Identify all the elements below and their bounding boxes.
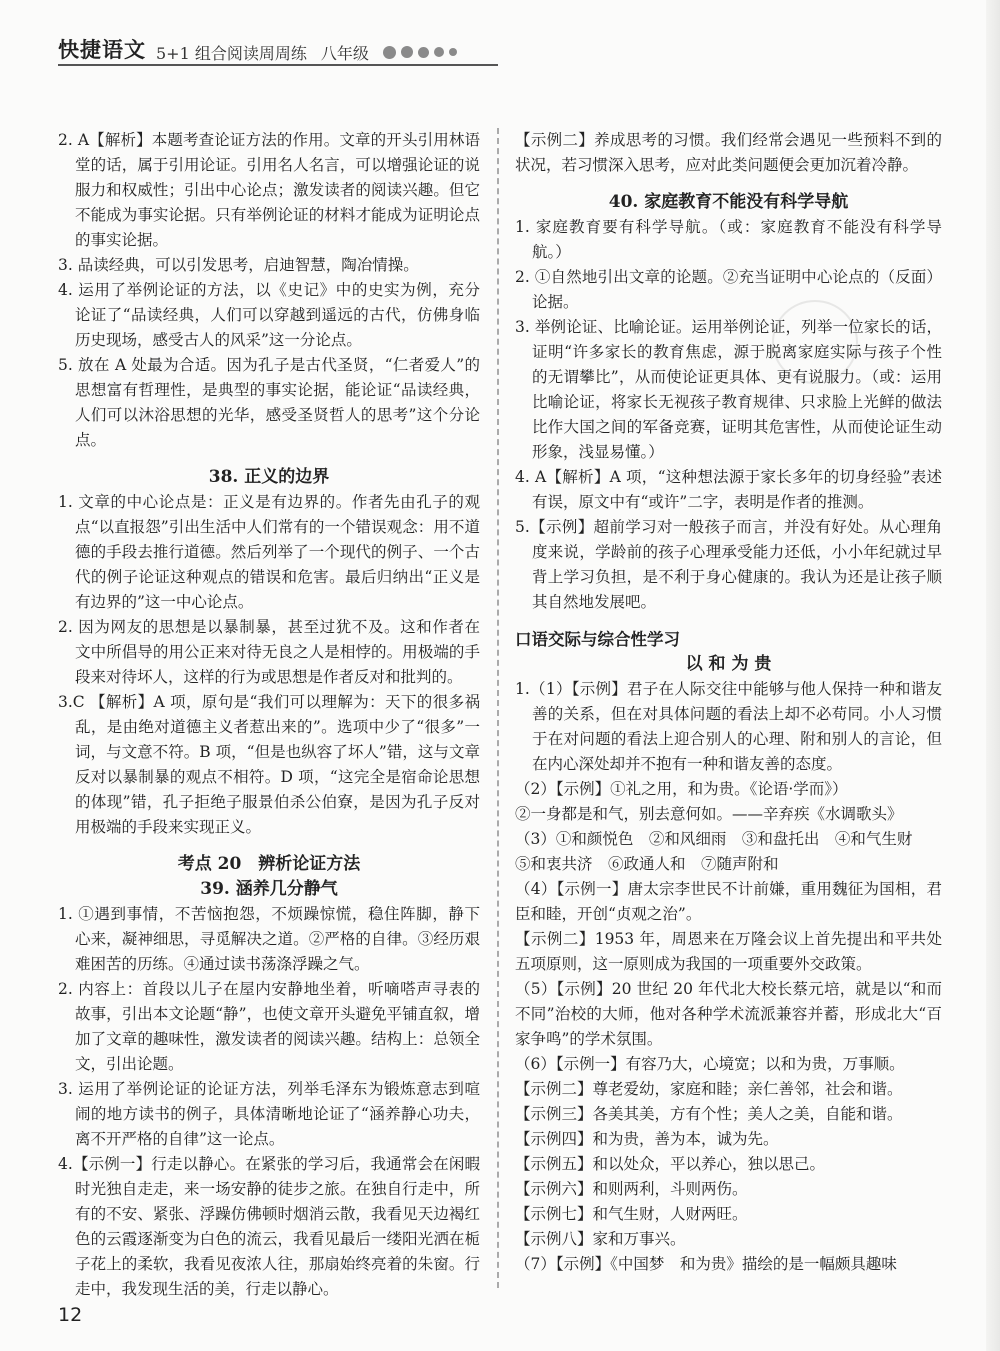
left-answer-item: 4.【示例一】行走以静心。在紧张的学习后，我通常会在闲暇时光独自走走，来一场安静的徒步之旅。在独自行走中，所有的不安、紧张、浮躁仿佛顿时烟消云散，我看见天边褐红色的云霞逐渐变为白色的流云，我看见最后一缕阳光洒在栀子花上的柔软，我看见夜浓人往，那扇始终亮着的朱窗。行走中，我发现生活的美，行走以静心。 [58,1155,480,1298]
right-answer-line: 【示例五】和以处众，平以养心，独以思己。 [515,1155,826,1173]
right-answer-line: （4）【示例一】唐太宗李世民不计前嫌，重用魏征为国相，君臣和睦，开创“贞观之治”。 [515,880,942,923]
section-heading: 考点 20 辨析论证方法 [177,854,361,874]
section-heading: 以 和 为 贵 [685,654,772,674]
right-answer-line: 【示例六】和则两利，斗则两伤。 [515,1180,748,1198]
right-answer-line: 【示例三】各美其美，方有个性；美人之美，自能和谐。 [515,1105,903,1123]
right-answer-line: ②一身都是和气，别去意何如。——辛弃疾《水调歌头》 [515,805,903,823]
right-answer-line: 【示例二】尊老爱幼，家庭和睦；亲仁善邻，社会和谐。 [515,1080,903,1098]
right-answer-item: 4. A【解析】A 项，“这种想法源于家长多年的切身经验”表述有误，原文中有“或许”二字，表明是作者的推测。 [515,468,942,511]
right-answer-line: 【示例二】1953 年，周恩来在万隆会议上首先提出和平共处五项原则，这一原则成为我国的一项重要外交政策。 [515,930,942,973]
right-answer-line: 【示例八】家和万事兴。 [515,1230,686,1248]
spacer [515,615,942,627]
right-answer-line: 【示例二】养成思考的习惯。我们经常会遇见一些预料不到的状况，若习惯深入思考，应对此类问题便会更加沉着冷静。 [515,131,942,174]
left-answer-item: 1. 文章的中心论点是：正义是有边界的。作者先由孔子的观点“以直报怨”引出生活中人们常有的一个错误观念：用不道德的手段去推行道德。然后列举了一个现代的例子、一个古代的例子论证这种观点的错误和危害。最后归纳出“正义是有边界的”这一中心论点。 [58,493,480,611]
left-answer-item: 4. 运用了举例论证的方法，以《史记》中的史实为例，充分论证了“品读经典，人们可以穿越到遥远的古代，仿佛身临历史现场，感受古人的风采”这一分论点。 [58,281,480,349]
spacer [515,178,942,190]
left-answer-item: 1. ①遇到事情，不苦恼抱怨，不烦躁惊慌，稳住阵脚，静下心来，凝神细思，寻觅解决之道。②严格的自律。③经历艰难困苦的历练。④通过读书荡涤浮躁之气。 [58,905,480,973]
left-answer-item: 5. 放在 A 处最为合适。因为孔子是古代圣贤，“仁者爱人”的思想富有哲理性，是典型的事实论据，能论证“品读经典，人们可以沐浴思想的光华，感受圣贤哲人的思考”这个分论点。 [58,356,480,449]
left-column [58,128,480,1302]
right-answer-line: （3）①和颜悦色 ②和风细雨 ③和盘托出 ④和气生财 [515,830,913,848]
section-heading: 38. 正义的边界 [208,467,330,487]
right-answer-item: 2. ①自然地引出文章的论题。②充当证明中心论点的（反面）论据。 [515,268,942,311]
section-heading: 40. 家庭教育不能没有科学导航 [608,192,849,212]
grade-label: 八年级 [320,44,369,63]
column-divider [497,128,499,1288]
right-answer-line: （2）【示例】①礼之用，和为贵。《论语·学而》） [515,780,848,798]
right-answer-item: 5.【示例】超前学习对一般孩子而言，并没有好处。从心理角度来说，学龄前的孩子心理承受能力还低，小小年纪就过早背上学习负担，是不利于身心健康的。我认为还是让孩子顺其自然地发展吧。 [515,518,942,611]
watermark-stamp-icon [772,300,858,384]
left-answer-item: 2. 内容上：首段以儿子在屋内安静地坐着，听嘀嗒声寻表的故事，引出本文论题“静”，也使文章开头避免平铺直叙，增加了文章的趣味性，激发读者的阅读兴趣。结构上：总领全文，引出论题。 [58,980,480,1073]
header [58,36,457,64]
left-answer-item: 3.C 【解析】A 项，原句是“我们可以理解为：天下的很多祸乱，是由绝对道德主义者惹出来的”。选项中少了“很多”一词，与文意不符。B 项，“但是也纵容了坏人”错，这与文章反对以暴制暴的观点不相符。D 项，“这完全是宿命论思想的体现”错，孔子拒绝子服景伯杀公伯寮，是因为孔子反对用极端的手段来实现正义。 [58,693,480,836]
right-answer-line: ⑤和衷共济 ⑥政通人和 ⑦随声附和 [515,855,779,873]
right-answer-line: 【示例七】和气生财，人财两旺。 [515,1205,748,1223]
right-answer-item: 3. 举例论证、比喻论证。运用举例论证，列举一位家长的话，证明“许多家长的教育焦虑，源于脱离家庭实际与孩子个性的无谓攀比”，从而使论证更具体、更有说服力。（或：运用比喻论证，将家长无视孩子教育规律、只求脸上光鲜的做法比作大国之间的军备竞赛，证明其危害性，从而使论证生动形象，浅显易懂。） [515,318,942,461]
section-heading: 39. 涵养几分静气 [200,879,338,899]
right-answer-item: 1.（1）【示例】君子在人际交往中能够与他人保持一种和谐友善的关系，但在对具体问题的看法上却不必苟同。小人习惯于在对问题的看法上迎合别人的心理、附和别人的言论，但在内心深处却并不抱有一种和谐友善的态度。 [515,680,942,773]
book-subtitle: 5+1 组合阅读周周练 [156,44,307,63]
left-answer-item: 3. 品读经典，可以引发思考，启迪智慧，陶冶情操。 [58,256,419,274]
right-answer-line: 【示例四】和为贵，善为本，诚为先。 [515,1130,779,1148]
right-answer-line: （6）【示例一】有容乃大，心境宽；以和为贵，万事顺。 [515,1055,905,1073]
right-column [515,128,942,1277]
brand-title: 快捷语文 [58,38,146,62]
left-answer-item: 2. A【解析】本题考查论证方法的作用。文章的开头引用林语堂的话，属于引用论证。引用名人名言，可以增强论证的说服力和权威性；引出中心论点；激发读者的阅读兴趣。但它不能成为事实论据。只有举例论证的材料才能成为证明论点的事实论据。 [58,131,480,249]
unit-heading: 口语交际与综合性学习 [515,630,680,649]
page-edge [986,0,1000,1351]
right-answer-item: 1. 家庭教育要有科学导航。（或：家庭教育不能没有科学导航。） [515,218,942,261]
left-answer-item: 2. 因为网友的思想是以暴制暴，甚至过犹不及。这和作者在文中所倡导的用公正来对待无良之人是相悖的。用极端的手段来对待坏人，这样的行为或思想是作者反对和批判的。 [58,618,480,686]
page-number: 12 [58,1304,83,1326]
header-rule [58,64,498,66]
spacer [58,453,480,465]
decorative-dots-icon [383,40,457,64]
spacer [58,840,480,852]
right-answer-line: （7）【示例】《中国梦 和为贵》描绘的是一幅颇具趣味 [515,1255,897,1273]
right-answer-line: （5）【示例】20 世纪 20 年代北大校长蔡元培，就是以“和而不同”治校的大师，他对各种学术流派兼容并蓄，形成北大“百家争鸣”的学术氛围。 [515,980,942,1048]
left-answer-item: 3. 运用了举例论证的论证方法，列举毛泽东为锻炼意志到喧闹的地方读书的例子，具体清晰地论证了“涵养静心功夫，离不开严格的自律”这一论点。 [58,1080,480,1148]
